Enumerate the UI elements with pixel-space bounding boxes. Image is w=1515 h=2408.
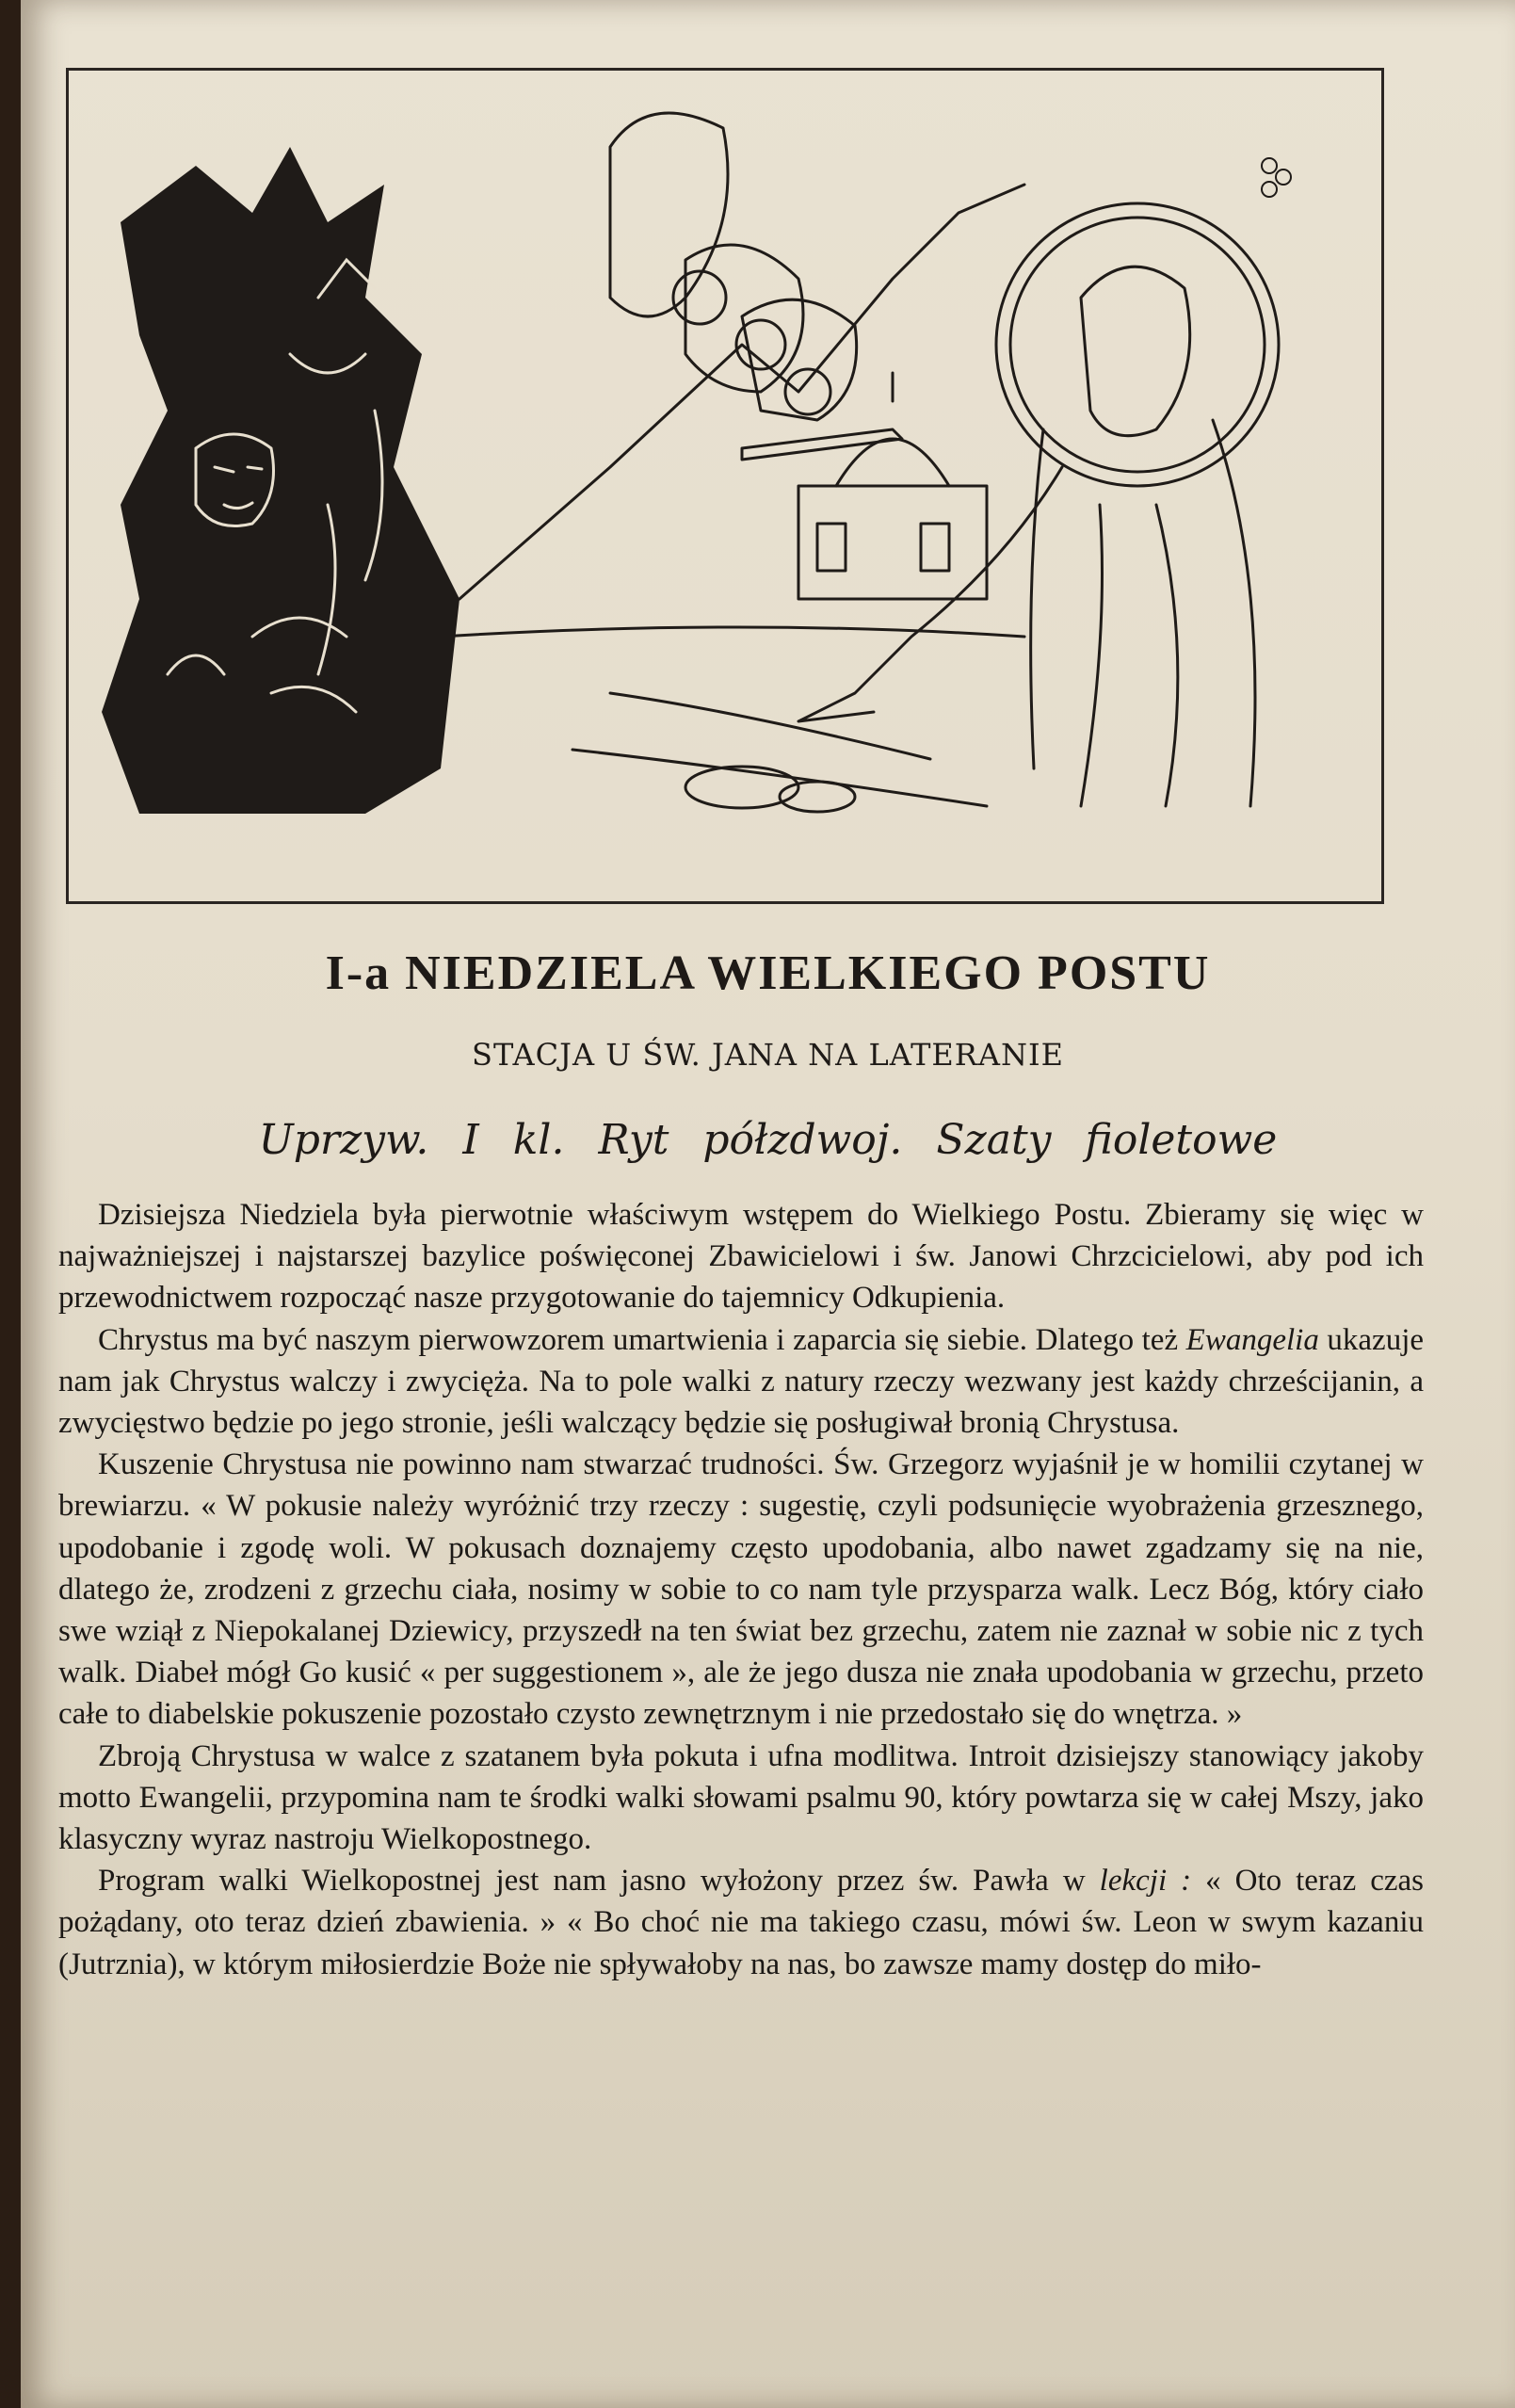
paragraph-text: Kuszenie Chrystusa nie powinno nam stwarzać trudności. Św. Grzegorz wyjaśnił je w homilii czytanej w brewiarzu. « W pokusie należy wyróżnić trzy rzeczy : sugestię, czyli podsunięcie wyobrażenia grzesznego, upodobanie i zgodę woli. W pokusach doznajemy często upodobania, albo nawet zgadzamy się na nie, dlatego że, zrodzeni z grzechu ciała, nosimy w sobie to co nam tyle przysparza walk. Lecz Bóg, który ciało swe wziął z Niepokalanej Dziewicy, przyszedł na ten świat bez grzechu, zatem nie zaznał w sobie nic z tych walk. Diabeł mógł Go kusić « per suggestionem », ale że jego dusza nie znała upodobania w grzechu, przeto całe to diabelskie pokuszenie pozostało czysto zewnętrznym i nie przedostało się do wnętrza. » [58, 1447, 1424, 1732]
body-paragraph [58, 1736, 1424, 1861]
book-page [21, 0, 1515, 2408]
page-title: I-a NIEDZIELA WIELKIEGO POSTU [325, 946, 1211, 1000]
paragraph-text: Dzisiejsza Niedziela była pierwotnie właściwym wstępem do Wielkiego Postu. Zbieramy się więc w najważniejszej i najstarszej bazylice poświęconej Zbawicielowi i św. Janowi Chrzcicielowi, aby pod ich przewodnictwem rozpocząć nasze przygotowanie do tajemnicy Odkupienia. [58, 1198, 1424, 1316]
station-subtitle: STACJA U ŚW. JANA NA LATERANIE [472, 1037, 1064, 1073]
body-paragraph [58, 1860, 1424, 1985]
body-paragraph [58, 1444, 1424, 1735]
paragraph-text: ukazuje nam jak Chrystus walczy i zwycięża. Na to pole walki z natury rzeczy wezwany jest każdy chrześcijanin, a zwycięstwo będzie po jego stronie, jeśli walczący będzie się posługiwał bronią Chrystusa. [58, 1322, 1425, 1441]
body-paragraph [58, 1194, 1424, 1319]
italic-term: Ewangelia [1185, 1322, 1319, 1357]
paragraph-text: « Oto teraz czas pożądany, oto teraz dzień zbawienia. » « Bo choć nie ma takiego czasu, mówi św. Leon w swym kazaniu (Jutrznia), w którym miłosierdzie Boże nie spływałoby na nas, bo zawsze mamy dostęp do miło- [58, 1864, 1424, 1981]
body-paragraph [58, 1319, 1424, 1445]
paragraph-text: Chrystus ma być naszym pierwowzorem umartwienia i zaparcia się siebie. Dlatego też [98, 1322, 1186, 1357]
liturgical-rank-line: Uprzyw. I kl. Ryt półzdwoj. Szaty fioletowe [258, 1116, 1278, 1164]
temptation-of-christ-illustration [83, 109, 1335, 814]
paragraph-text: Program walki Wielkopostnej jest nam jasno wyłożony przez św. Pawła w [98, 1864, 1100, 1899]
paragraph-text: Zbroją Chrystusa w walce z szatanem była pokuta i ufna modlitwa. Introit dzisiejszy stanowiący jakoby motto Ewangelii, przypomina nam te środki walki słowami psalmu 90, który powtarza się w całej Mszy, jako klasyczny wyraz nastroju Wielkopostnego. [58, 1738, 1424, 1857]
italic-term: lekcji : [1099, 1864, 1192, 1899]
body-text [58, 1194, 1424, 1985]
